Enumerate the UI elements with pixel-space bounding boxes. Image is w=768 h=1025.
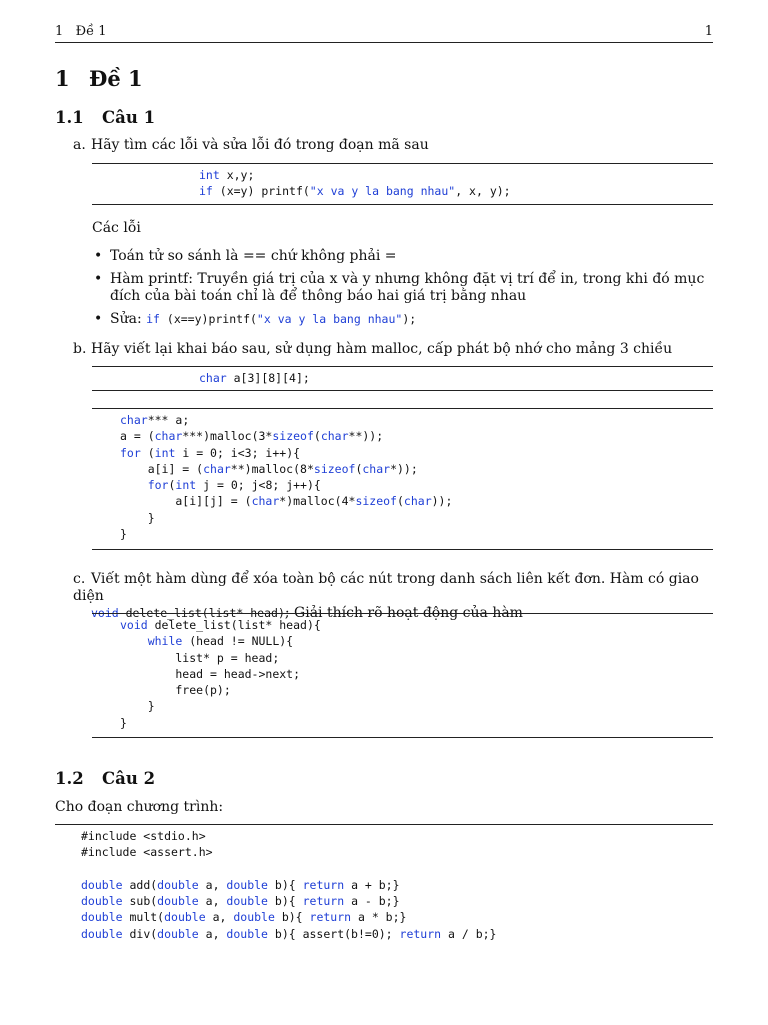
fix-label: Sửa: [110, 311, 147, 327]
code-text: head = head->next; [120, 666, 301, 681]
code-text: ( [396, 494, 404, 509]
code-text: ); [402, 312, 417, 326]
question-b-text: Hãy viết lại khai báo sau, sử dụng hàm malloc, cấp phát bộ nhớ cho mảng 3 chiều [91, 341, 673, 357]
code-text: *** a; [147, 413, 190, 427]
code-text: list* p = head; [120, 650, 280, 665]
code-listing [55, 825, 713, 942]
code-block-b1 [92, 366, 713, 391]
code-keyword: double [157, 877, 199, 892]
code-text: #include <assert.h> [81, 845, 213, 860]
code-keyword: int [175, 478, 197, 493]
code-text: b){ [274, 910, 310, 925]
code-line [199, 168, 254, 182]
question-b [73, 341, 672, 358]
code-keyword: "x va y la bang nhau" [309, 184, 456, 199]
code-text: #include <stdio.h> [81, 829, 206, 843]
code-text: a, [198, 894, 227, 909]
subsection-title: Câu 2 [102, 769, 156, 788]
code-text: ( [140, 445, 155, 460]
subsection-number: 1.1 [55, 108, 84, 127]
code-line [81, 829, 206, 843]
code-text: a, [205, 910, 234, 925]
code-keyword: double [157, 926, 199, 941]
code-keyword: double [233, 910, 275, 925]
code-listing [92, 164, 713, 200]
code-keyword: char [403, 494, 432, 509]
code-line [120, 494, 452, 508]
code-text: , x, y); [455, 184, 511, 199]
code-text: free(p); [120, 683, 231, 698]
code-text: (x=y) printf( [212, 184, 310, 199]
code-text: a * b;} [351, 910, 407, 925]
code-line [120, 618, 321, 632]
code-keyword: char [154, 429, 183, 444]
section-number: 1 [55, 66, 70, 91]
code-text: ***)malloc(3* [182, 429, 273, 444]
code-text: a[i][j] = ( [120, 494, 252, 509]
code-text: (head != NULL){ [182, 634, 294, 649]
code-text: a, [198, 877, 227, 892]
code-line [120, 634, 293, 648]
code-keyword: char [199, 371, 227, 385]
code-text: a[i] = ( [120, 461, 204, 476]
running-header-section: 1 Đề 1 [55, 24, 107, 39]
code-keyword: while [147, 634, 183, 649]
code-line [120, 716, 127, 730]
code-line [120, 683, 231, 697]
code-keyword: for [147, 478, 169, 493]
code-line [120, 429, 383, 443]
code-keyword: double [157, 894, 199, 909]
code-keyword: return [399, 926, 442, 941]
code-line [81, 927, 496, 941]
code-keyword: return [302, 877, 345, 892]
code-text: } [120, 699, 155, 714]
code-text: ( [355, 461, 363, 476]
question-a-text: Hãy tìm các lỗi và sửa lỗi đó trong đoạn mã sau [91, 137, 429, 153]
code-block-c [92, 613, 713, 738]
code-line [120, 527, 127, 541]
code-text: **)malloc(8* [230, 461, 314, 476]
code-text: ( [168, 478, 176, 493]
code-text: *)malloc(4* [279, 494, 356, 509]
code-keyword: double [226, 926, 268, 941]
enum-label-b: b. [73, 341, 87, 357]
enum-label-c: c. [73, 571, 86, 587]
code-line [81, 845, 213, 859]
code-line [120, 667, 300, 681]
code-text: )); [431, 494, 453, 509]
code-keyword: double [81, 894, 123, 909]
code-text: } [120, 527, 127, 542]
code-block-cau2 [55, 824, 713, 1025]
code-text: b){ [267, 894, 303, 909]
code-text: delete_list(list* head) [118, 606, 285, 620]
code-line [81, 878, 400, 892]
code-text: div( [122, 926, 158, 941]
code-text: a + b;} [344, 877, 400, 892]
subsection-heading-cau2 [55, 769, 155, 788]
code-text: (x==y)printf( [159, 312, 257, 326]
code-keyword: for [120, 445, 141, 460]
errors-list [92, 248, 714, 334]
errors-title: Các lỗi [92, 220, 141, 236]
enum-label-a: a. [73, 137, 86, 153]
list-item [92, 248, 714, 265]
code-text: a[3][8][4]; [226, 371, 310, 385]
code-keyword: sizeof [355, 494, 397, 509]
subsection-title: Câu 1 [102, 108, 156, 127]
code-keyword: sizeof [272, 429, 314, 444]
code-listing [92, 409, 713, 542]
running-header [55, 24, 713, 39]
code-keyword: double [81, 926, 123, 941]
code-text: x,y; [219, 168, 255, 182]
code-text: sub( [122, 894, 158, 909]
code-text: **)); [348, 429, 384, 444]
section-heading [55, 66, 143, 91]
subsection-number: 1.2 [55, 769, 84, 788]
question-a [73, 137, 429, 154]
code-keyword: void [91, 606, 119, 620]
code-line [120, 699, 155, 713]
code-keyword: return [309, 910, 352, 925]
code-text: j = 0; j<8; j++){ [196, 478, 321, 493]
subsection-heading-cau1 [55, 108, 155, 127]
cau2-intro: Cho đoạn chương trình: [55, 799, 224, 815]
code-listing [92, 367, 713, 386]
code-text: } [120, 510, 155, 525]
code-line [199, 371, 310, 385]
code-keyword: if [146, 312, 160, 326]
code-keyword: double [226, 894, 268, 909]
bullet-text: Toán tử so sánh là == chứ không phải = [110, 248, 397, 264]
code-keyword: "x va y la bang nhau" [256, 312, 403, 326]
code-keyword: if [199, 184, 213, 199]
code-line [120, 413, 189, 427]
code-text: } [120, 715, 127, 730]
code-keyword: double [81, 910, 123, 925]
code-text: *)); [390, 461, 418, 476]
code-text [120, 478, 148, 492]
code-block-b2 [92, 408, 713, 550]
code-text: add( [122, 877, 158, 892]
code-text: i = 0; i<3; i++){ [175, 445, 301, 460]
code-line [120, 511, 155, 525]
code-keyword: char [320, 429, 349, 444]
code-line [120, 462, 418, 476]
question-c-text2: ; Giải thích rõ hoạt động của hàm [284, 605, 523, 621]
code-keyword: char [251, 494, 280, 509]
code-keyword: return [302, 894, 345, 909]
fix-code [146, 312, 416, 326]
code-line [199, 184, 511, 198]
code-line [81, 894, 400, 908]
code-keyword: int [199, 168, 220, 182]
code-text [120, 634, 148, 648]
code-listing [92, 614, 713, 731]
code-block-a [92, 163, 713, 205]
list-item [92, 311, 714, 328]
code-line [81, 910, 406, 924]
header-rule [55, 42, 713, 43]
code-keyword: double [226, 877, 268, 892]
code-line [120, 446, 300, 460]
code-text: a / b;} [441, 926, 497, 941]
code-keyword: double [164, 910, 206, 925]
code-keyword: double [81, 877, 123, 892]
code-line [120, 478, 321, 492]
question-c-text: Viết một hàm dùng để xóa toàn bộ các nút trong danh sách liên kết đơn. Hàm có giao diện [73, 571, 699, 604]
code-keyword: void [120, 618, 148, 632]
code-text: a - b;} [344, 894, 400, 909]
code-text: delete_list(list* head){ [147, 618, 321, 632]
code-line [120, 651, 279, 665]
code-keyword: char [120, 413, 148, 427]
code-text: a = ( [120, 429, 155, 444]
code-text: ( [313, 429, 321, 444]
list-item [92, 271, 714, 305]
page-number: 1 [704, 24, 713, 39]
code-keyword: sizeof [313, 461, 356, 476]
bullet-text: Hàm printf: Truyền giá trị của x và y nhưng không đặt vị trí để in, trong khi đó mục đích của bài toán chỉ là để thông báo hai giá trị bằng nhau [110, 271, 705, 304]
code-keyword: int [154, 445, 176, 460]
code-text: a, [198, 926, 227, 941]
code-keyword: char [362, 461, 391, 476]
code-text: mult( [122, 910, 165, 925]
section-title: Đề 1 [89, 66, 143, 91]
code-keyword: char [203, 461, 231, 476]
code-text: b){ [267, 877, 303, 892]
code-text: b){ assert(b!=0); [267, 926, 400, 941]
